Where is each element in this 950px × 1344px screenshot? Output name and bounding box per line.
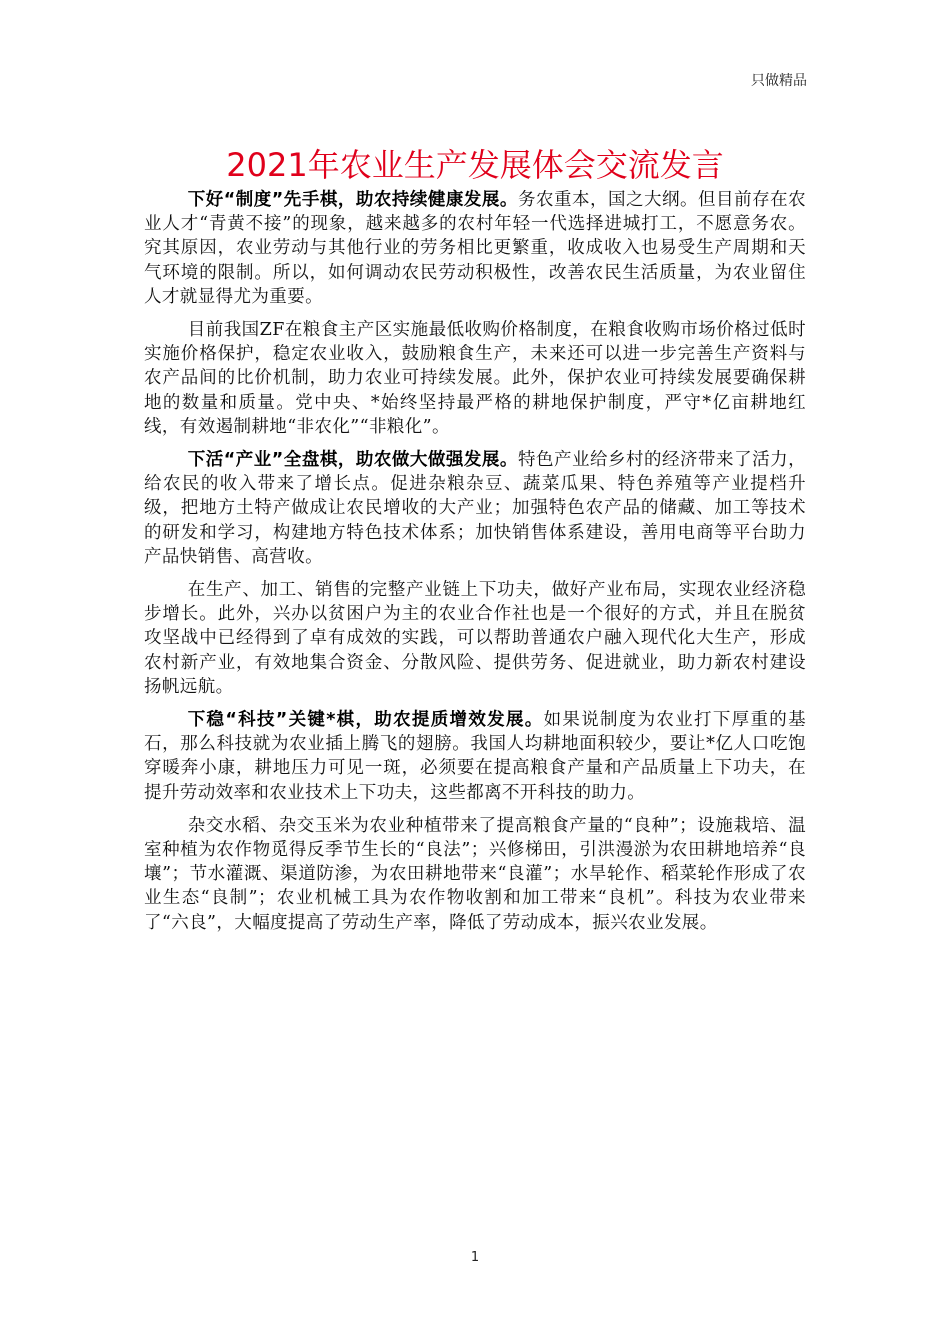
page-number: 1 [470,1250,480,1265]
paragraph-industry [144,448,806,569]
paragraph-six-goods [144,814,806,935]
paragraph-text: 杂交水稻、杂交玉米为农业种植带来了提高粮食产量的“良种”；设施栽培、温室种植为农作物觅得反季节生长的“良法”；兴修梯田，引洪漫淤为农田耕地培养“良壤”；节水灌溉、渠道防渗，为农田耕地带来“良灌”；水旱轮作、稻菜轮作形成了农业生态“良制”；农业机械工具为农作物收割和加工带来“良机”。科技为农业带来了“六良”，大幅度提高了劳动生产率，降低了劳动成本，振兴农业发展。 [144,815,806,933]
paragraph-technology [144,708,806,805]
paragraph-lead: 下活“产业”全盘棋，助农做大做强发展。 [187,450,518,471]
paragraph-lead: 下好“制度”先手棋，助农持续健康发展。 [187,190,518,210]
header-note: 只做精品 [751,73,807,89]
paragraph-text: 如果说制度为农业打下厚重的基石，那么科技就为农业插上腾飞的翅膀。我国人均耕地面积较少，要让*亿人口吃饱穿暖奔小康，耕地压力可见一斑，必须要在提高粮食产量和产品质量上下功夫，在提升劳动效率和农业技术上下功夫，这些都离不开科技的助力。 [144,710,806,803]
document-body [144,188,806,944]
paragraph-text: 特色产业给乡村的经济带来了活力，给农民的收入带来了增长点。促进杂粮杂豆、蔬菜瓜果、特色养殖等产业提档升级，把地方土特产做成让农民增收的大产业；加强特色农产品的储藏、加工等技术的研发和学习，构建地方特色技术体系；加快销售体系建设，善用电商等平台助力产品快销售、高营收。 [144,450,806,567]
paragraph-system [144,188,806,309]
paragraph-text: 在生产、加工、销售的完整产业链上下功夫，做好产业布局，实现农业经济稳步增长。此外，兴办以贫困户为主的农业合作社也是一个很好的方式，并且在脱贫攻坚战中已经得到了卓有成效的实践，可以帮助普通农户融入现代化大生产，形成农村新产业，有效地集合资金、分散风险、提供劳务、促进就业，助力新农村建设扬帆远航。 [144,580,806,697]
paragraph-industry-chain [144,578,806,699]
paragraph-text: 务农重本，国之大纲。但目前存在农业人才“青黄不接”的现象，越来越多的农村年轻一代选择进城打工，不愿意务农。究其原因，农业劳动与其他行业的劳务相比更繁重，收成收入也易受生产周期和天气环境的限制。所以，如何调动农民劳动积极性，改善农民生活质量，为农业留住人才就显得尤为重要。 [144,190,806,307]
document-title: 2021年农业生产发展体会交流发言 [226,146,724,184]
paragraph-lead: 下稳“科技”关键*棋，助农提质增效发展。 [187,710,544,731]
paragraph-grain-policy [144,318,806,439]
paragraph-text: 目前我国ZF在粮食主产区实施最低收购价格制度，在粮食收购市场价格过低时实施价格保护，稳定农业收入，鼓励粮食生产，未来还可以进一步完善生产资料与农产品间的比价机制，助力农业可持续发展。此外，保护农业可持续发展要确保耕地的数量和质量。党中央、*始终坚持最严格的耕地保护制度，严守*亿亩耕地红线，有效遏制耕地“非农化”“非粮化”。 [144,320,806,437]
